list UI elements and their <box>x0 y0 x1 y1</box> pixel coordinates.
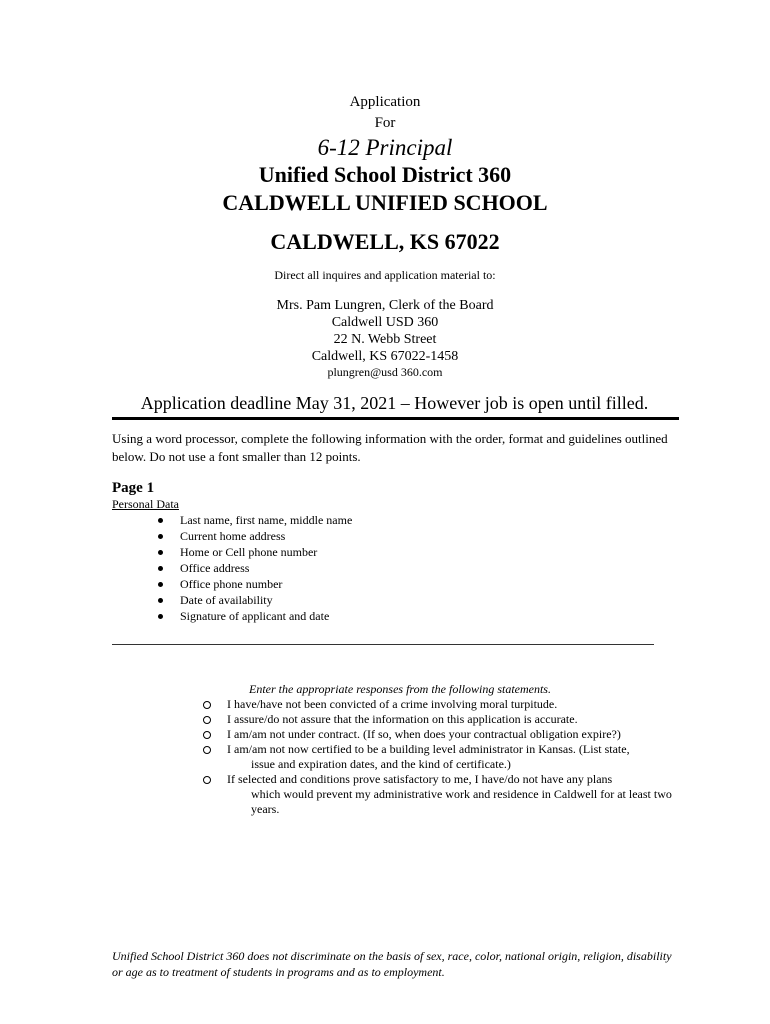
bullet-icon <box>158 534 163 539</box>
circle-bullet-icon <box>203 701 211 709</box>
personal-data-list <box>153 512 352 624</box>
district-name: Unified School District 360 <box>258 162 512 187</box>
application-deadline: Application deadline May 31, 2021 – However job is open until filled. <box>140 393 649 413</box>
circle-bullet-icon <box>203 776 211 784</box>
statement-item: I have/have not been convicted of a crime involving moral turpitude. <box>202 697 672 712</box>
statement-item: If selected and conditions prove satisfactory to me, I have/do not have any plans which would prevent my administrative work and residence in Caldwell for at least two years. <box>202 772 672 817</box>
list-item: Office phone number <box>153 576 352 592</box>
contact-street: 22 N. Webb Street <box>333 332 437 347</box>
bullet-icon <box>158 582 163 587</box>
title-for: For <box>374 115 396 131</box>
title-application: Application <box>349 94 421 110</box>
horizontal-rule <box>112 417 679 420</box>
circle-bullet-icon <box>203 746 211 754</box>
section-title: Personal Data <box>112 497 179 511</box>
contact-name: Mrs. Pam Lungren, Clerk of the Board <box>276 298 494 313</box>
divider-line <box>112 644 654 645</box>
nondiscrimination-footer: Unified School District 360 does not discriminate on the basis of sex, race, color, national origin, religion, disability or age as to treatment of students in programs and as to employment. <box>112 949 672 979</box>
list-item: Last name, first name, middle name <box>153 512 352 528</box>
statement-item: I am/am not now certified to be a building level administrator in Kansas. (List state, issue and expiration dates, and the kind of certificate.) <box>202 742 672 772</box>
circle-bullet-icon <box>203 716 211 724</box>
contact-city: Caldwell, KS 67022-1458 <box>311 349 459 364</box>
city-state-zip: CALDWELL, KS 67022 <box>270 229 500 254</box>
contact-org: Caldwell USD 360 <box>331 315 439 330</box>
list-item: Home or Cell phone number <box>153 544 352 560</box>
school-name: CALDWELL UNIFIED SCHOOL <box>222 190 548 215</box>
bullet-icon <box>158 566 163 571</box>
statements-list <box>202 697 672 817</box>
list-item: Current home address <box>153 528 352 544</box>
intro-paragraph: Using a word processor, complete the following information with the order, format and guidelines outlined below. Do not use a font smaller than 12 points. <box>112 431 668 464</box>
page-heading: Page 1 <box>112 480 155 496</box>
list-item: Signature of applicant and date <box>153 608 352 624</box>
list-item: Office address <box>153 560 352 576</box>
bullet-icon <box>158 598 163 603</box>
bullet-icon <box>158 518 163 523</box>
bullet-icon <box>158 614 163 619</box>
position-title: 6-12 Principal <box>317 135 453 160</box>
bullet-icon <box>158 550 163 555</box>
statement-item: I assure/do not assure that the information on this application is accurate. <box>202 712 672 727</box>
contact-email[interactable]: plungren@usd 360.com <box>327 365 443 379</box>
statements-instruction: Enter the appropriate responses from the following statements. <box>249 682 551 696</box>
circle-bullet-icon <box>203 731 211 739</box>
list-item: Date of availability <box>153 592 352 608</box>
statement-item: I am/am not under contract. (If so, when does your contractual obligation expire?) <box>202 727 672 742</box>
direct-instruction: Direct all inquires and application material to: <box>274 268 496 282</box>
